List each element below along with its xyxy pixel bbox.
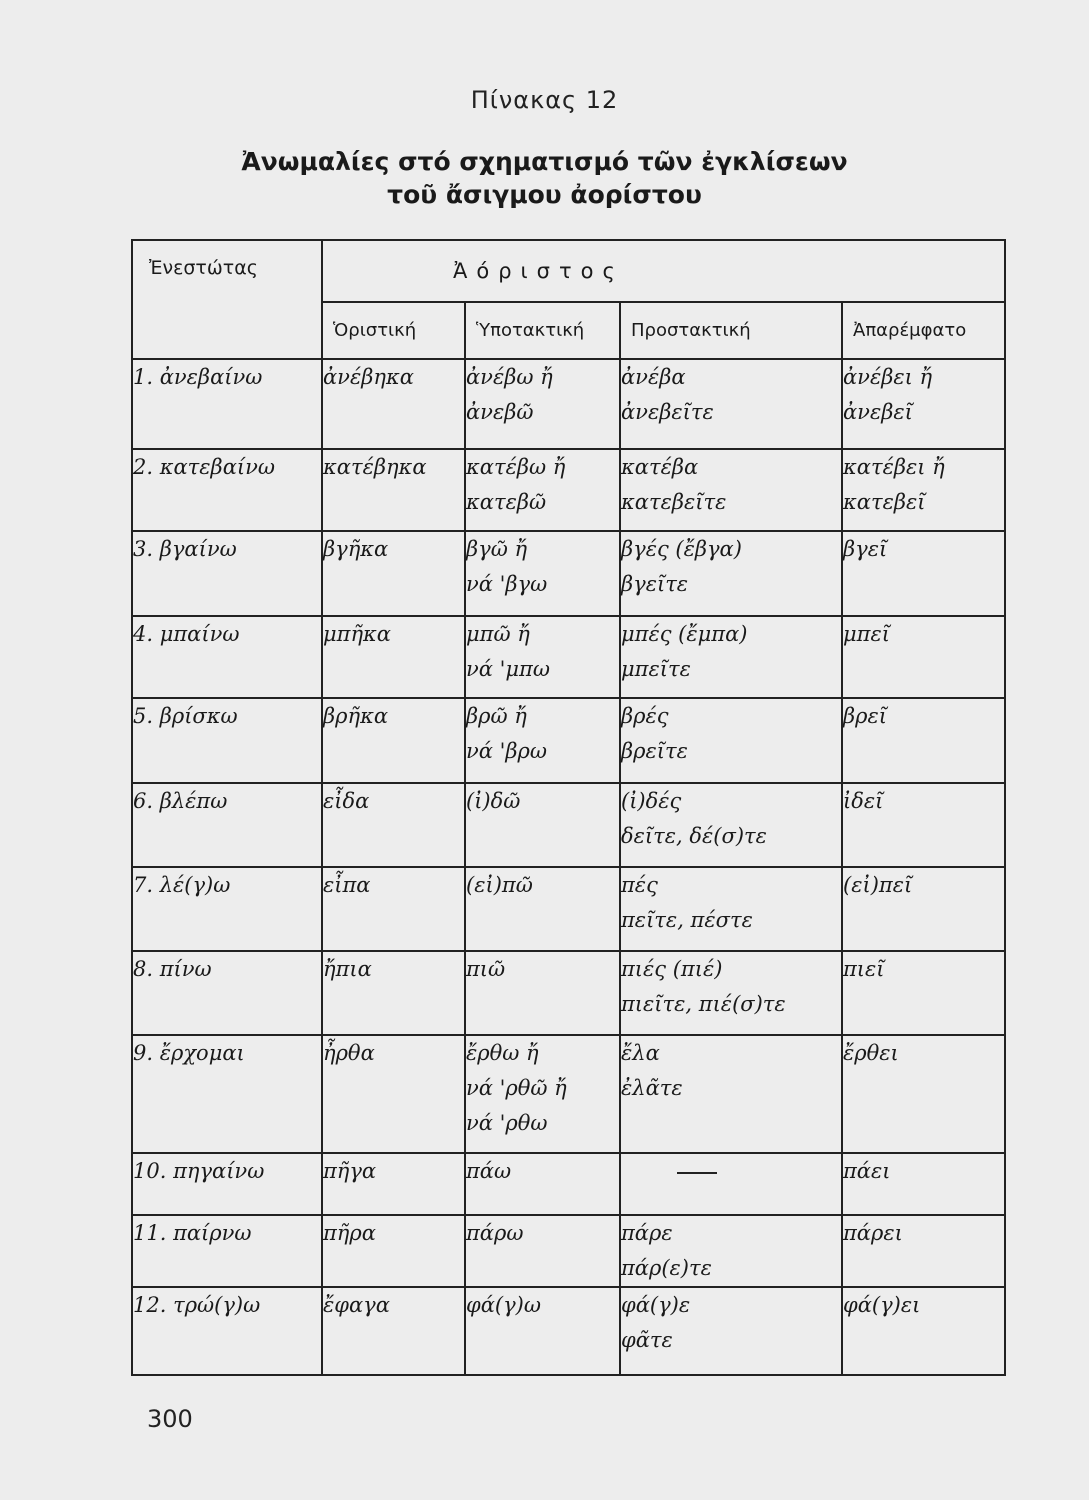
subjunctive-cell	[465, 1215, 620, 1287]
subjunctive-cell	[465, 449, 620, 531]
infinitive-cell	[842, 951, 1005, 1035]
subjunctive-form: ἀνέβω ἤ	[466, 365, 553, 389]
header-aorist: Ἀόριστος	[322, 240, 1005, 302]
imperative-cell	[620, 698, 842, 783]
infinitive-cell	[842, 449, 1005, 531]
indicative-cell	[322, 951, 465, 1035]
table-row	[132, 783, 1005, 867]
imperative-cell	[620, 951, 842, 1035]
infinitive-cell	[842, 783, 1005, 867]
imperative-form: ἐλᾶτε	[621, 1076, 683, 1100]
indicative-cell	[322, 449, 465, 531]
indicative-form: πῆγα	[323, 1159, 377, 1183]
imperative-form: πάρ(ε)τε	[621, 1256, 712, 1280]
present-cell	[132, 1153, 322, 1215]
present-form: 11. παίρνω	[133, 1221, 252, 1245]
imperative-cell	[620, 449, 842, 531]
imperative-form: (ἰ)δές	[621, 789, 682, 813]
infinitive-form: κατέβει ἤ	[843, 455, 945, 479]
indicative-cell	[322, 698, 465, 783]
infinitive-cell	[842, 1215, 1005, 1287]
infinitive-cell	[842, 1035, 1005, 1153]
indicative-form: πῆρα	[323, 1221, 376, 1245]
infinitive-form: βρεῖ	[843, 704, 887, 728]
indicative-form: εἶδα	[323, 789, 370, 813]
imperative-form: πιεῖτε, πιέ(σ)τε	[621, 992, 786, 1016]
imperative-cell	[620, 616, 842, 698]
infinitive-form: ἔρθει	[843, 1041, 899, 1065]
imperative-form: κατεβεῖτε	[621, 490, 727, 514]
present-form: 4. μπαίνω	[133, 622, 240, 646]
infinitive-cell	[842, 531, 1005, 616]
imperative-cell	[620, 1215, 842, 1287]
subjunctive-form: νά 'ρθω	[466, 1111, 548, 1135]
present-cell	[132, 449, 322, 531]
subjunctive-form: ἀνεβῶ	[466, 400, 534, 424]
indicative-cell	[322, 1035, 465, 1153]
indicative-form: κατέβηκα	[323, 455, 427, 479]
subjunctive-form: νά 'μπω	[466, 657, 550, 681]
subjunctive-cell	[465, 783, 620, 867]
infinitive-form: βγεῖ	[843, 537, 888, 561]
indicative-cell	[322, 1153, 465, 1215]
subjunctive-cell	[465, 359, 620, 449]
infinitive-cell	[842, 1153, 1005, 1215]
subjunctive-form: (εἰ)πῶ	[466, 873, 533, 897]
infinitive-form: πιεῖ	[843, 957, 885, 981]
indicative-cell	[322, 867, 465, 951]
indicative-cell	[322, 1287, 465, 1375]
imperative-form: κατέβα	[621, 455, 699, 479]
header-infinitive: Ἀπαρέμφατο	[842, 302, 1005, 359]
present-form: 9. ἔρχομαι	[133, 1041, 245, 1065]
table-row	[132, 1215, 1005, 1287]
imperative-form: φά(γ)ε	[621, 1293, 691, 1317]
present-cell	[132, 783, 322, 867]
table-title	[0, 145, 1089, 211]
subjunctive-cell	[465, 531, 620, 616]
imperative-cell	[620, 1153, 842, 1215]
table-row	[132, 1035, 1005, 1153]
table-caption: Πίνακας 12	[470, 86, 619, 114]
imperative-form: βρεῖτε	[621, 739, 688, 763]
imperative-form: βρές	[621, 704, 669, 728]
indicative-form: ἦρθα	[323, 1041, 375, 1065]
table-row	[132, 867, 1005, 951]
header-present: Ἐνεστώτας	[132, 240, 322, 359]
present-form: 2. κατεβαίνω	[133, 455, 275, 479]
present-cell	[132, 1287, 322, 1375]
infinitive-form: (εἰ)πεῖ	[843, 873, 913, 897]
table-row	[132, 1287, 1005, 1375]
subjunctive-form: πάρω	[466, 1221, 524, 1245]
no-form-dash	[677, 1172, 717, 1174]
imperative-form: βγές (ἔβγα)	[621, 537, 742, 561]
header-subjunctive: Ὑποτακτική	[465, 302, 620, 359]
imperative-form: πεῖτε, πέστε	[621, 908, 753, 932]
subjunctive-cell	[465, 867, 620, 951]
subjunctive-cell	[465, 616, 620, 698]
indicative-form: μπῆκα	[323, 622, 391, 646]
subjunctive-form: νά 'ρθῶ ἤ	[466, 1076, 567, 1100]
infinitive-cell	[842, 867, 1005, 951]
present-form: 7. λέ(γ)ω	[133, 873, 231, 897]
indicative-form: ἀνέβηκα	[323, 365, 414, 389]
indicative-form: ἔφαγα	[323, 1293, 390, 1317]
subjunctive-form: βρῶ ἤ	[466, 704, 527, 728]
infinitive-form: ἀνεβεῖ	[843, 400, 913, 424]
page-number: 300	[147, 1405, 193, 1433]
imperative-form: βγεῖτε	[621, 572, 689, 596]
imperative-form: δεῖτε, δέ(σ)τε	[621, 824, 767, 848]
subjunctive-form: φά(γ)ω	[466, 1293, 541, 1317]
present-form: 5. βρίσκω	[133, 704, 238, 728]
indicative-cell	[322, 783, 465, 867]
imperative-form: ἀνεβεῖτε	[621, 400, 714, 424]
imperative-cell	[620, 783, 842, 867]
present-cell	[132, 1215, 322, 1287]
imperative-form: πάρε	[621, 1221, 673, 1245]
subjunctive-form: πάω	[466, 1159, 512, 1183]
table-body	[132, 359, 1005, 1375]
subjunctive-form: κατεβῶ	[466, 490, 547, 514]
table-row	[132, 951, 1005, 1035]
table-row	[132, 359, 1005, 449]
table-row	[132, 1153, 1005, 1215]
table-row	[132, 531, 1005, 616]
imperative-form: ἀνέβα	[621, 365, 686, 389]
title-line-2: τοῦ ἄσιγμου ἀορίστου	[387, 180, 702, 209]
present-cell	[132, 698, 322, 783]
infinitive-form: φά(γ)ει	[843, 1293, 921, 1317]
table-row	[132, 616, 1005, 698]
infinitive-cell	[842, 359, 1005, 449]
present-form: 1. ἀνεβαίνω	[133, 365, 263, 389]
imperative-cell	[620, 1287, 842, 1375]
imperative-form: πιές (πιέ)	[621, 957, 723, 981]
present-cell	[132, 359, 322, 449]
infinitive-form: κατεβεῖ	[843, 490, 926, 514]
infinitive-form: μπεῖ	[843, 622, 890, 646]
table-row	[132, 698, 1005, 783]
imperative-form: ἔλα	[621, 1041, 660, 1065]
present-cell	[132, 867, 322, 951]
indicative-form: βγῆκα	[323, 537, 389, 561]
imperative-form: πές	[621, 873, 658, 897]
present-cell	[132, 531, 322, 616]
imperative-form: μπές (ἔμπα)	[621, 622, 748, 646]
subjunctive-form: νά 'βρω	[466, 739, 548, 763]
present-form: 10. πηγαίνω	[133, 1159, 265, 1183]
infinitive-cell	[842, 698, 1005, 783]
subjunctive-form: βγῶ ἤ	[466, 537, 528, 561]
header-indicative: Ὁριστική	[322, 302, 465, 359]
subjunctive-form: νά 'βγω	[466, 572, 548, 596]
indicative-form: βρῆκα	[323, 704, 389, 728]
indicative-cell	[322, 531, 465, 616]
present-cell	[132, 951, 322, 1035]
imperative-cell	[620, 867, 842, 951]
indicative-cell	[322, 616, 465, 698]
subjunctive-cell	[465, 1287, 620, 1375]
infinitive-form: πάει	[843, 1159, 891, 1183]
infinitive-cell	[842, 616, 1005, 698]
imperative-cell	[620, 531, 842, 616]
infinitive-form: πάρει	[843, 1221, 903, 1245]
subjunctive-cell	[465, 698, 620, 783]
subjunctive-cell	[465, 1153, 620, 1215]
present-cell	[132, 616, 322, 698]
infinitive-form: ἰδεῖ	[843, 789, 884, 813]
indicative-cell	[322, 359, 465, 449]
imperative-cell	[620, 359, 842, 449]
subjunctive-form: κατέβω ἤ	[466, 455, 566, 479]
table-row	[132, 449, 1005, 531]
subjunctive-form: πιῶ	[466, 957, 506, 981]
subjunctive-form: ἔρθω ἤ	[466, 1041, 539, 1065]
present-cell	[132, 1035, 322, 1153]
imperative-form: φᾶτε	[621, 1328, 673, 1352]
present-form: 6. βλέπω	[133, 789, 228, 813]
subjunctive-form: μπῶ ἤ	[466, 622, 530, 646]
title-line-1: Ἀνωμαλίες στό σχηματισμό τῶν ἐγκλίσεων	[241, 147, 848, 176]
imperative-form: μπεῖτε	[621, 657, 691, 681]
indicative-cell	[322, 1215, 465, 1287]
present-form: 3. βγαίνω	[133, 537, 237, 561]
indicative-form: εἶπα	[323, 873, 371, 897]
subjunctive-cell	[465, 951, 620, 1035]
infinitive-form: ἀνέβει ἤ	[843, 365, 933, 389]
indicative-form: ἤπια	[323, 957, 372, 981]
header-imperative: Προστακτική	[620, 302, 842, 359]
imperative-cell	[620, 1035, 842, 1153]
present-form: 12. τρώ(γ)ω	[133, 1293, 261, 1317]
infinitive-cell	[842, 1287, 1005, 1375]
present-form: 8. πίνω	[133, 957, 212, 981]
subjunctive-cell	[465, 1035, 620, 1153]
subjunctive-form: (ἰ)δῶ	[466, 789, 521, 813]
aorist-table	[131, 239, 1006, 1376]
